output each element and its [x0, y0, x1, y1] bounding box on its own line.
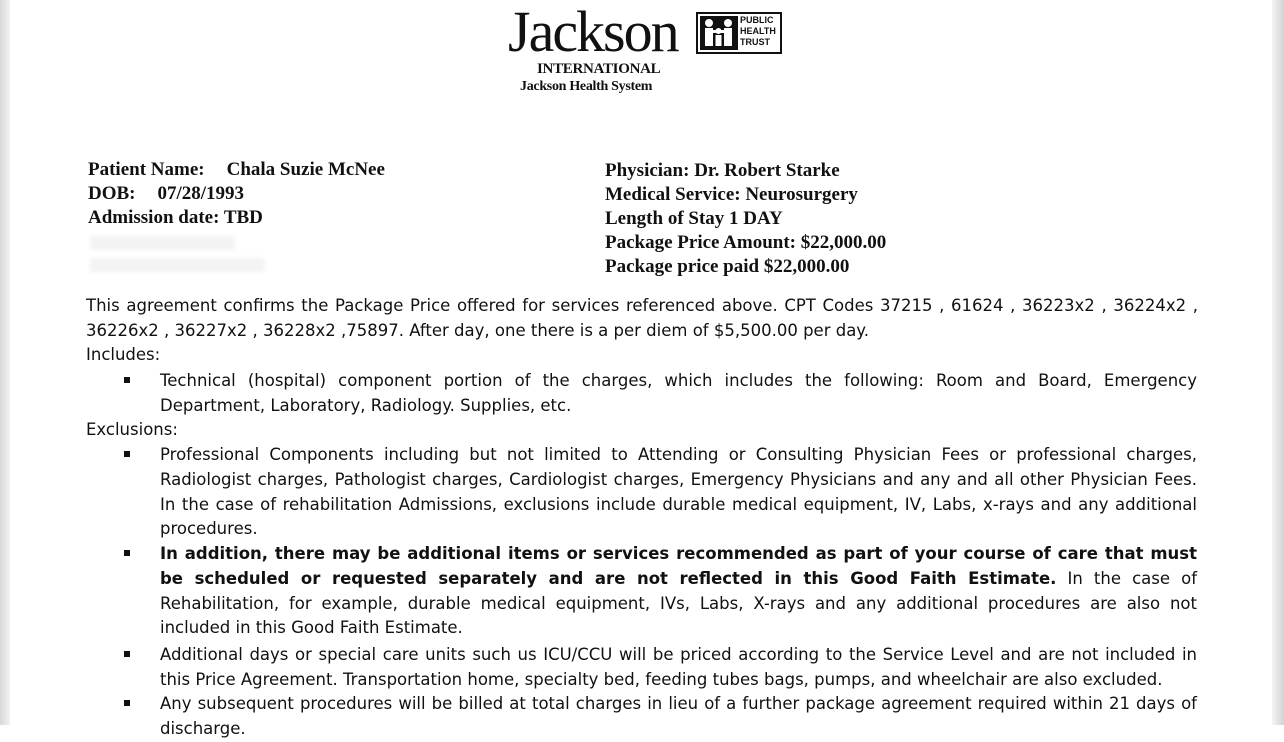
logo-subtitle-health-system: Jackson Health System	[520, 79, 653, 94]
dob-row	[88, 183, 244, 205]
exclusion-item-subsequent: Any subsequent procedures will be billed at total charges in lieu of a further package agreement required within 21 days of discharge.	[160, 694, 1197, 738]
dob-value: 07/28/1993	[157, 183, 245, 204]
exclusion-item-additional	[160, 542, 1197, 641]
bullet-mark	[124, 451, 130, 457]
bullet-mark	[124, 550, 130, 556]
package-price-amount: Package Price Amount: $22,000.00	[605, 232, 887, 253]
bullet-mark	[124, 651, 130, 657]
patient-name-row	[88, 159, 385, 181]
redacted-field	[90, 236, 235, 250]
logo-subtitle-international: INTERNATIONAL	[537, 61, 661, 77]
dob-label: DOB:	[88, 183, 136, 204]
badge-line-trust: TRUST	[740, 37, 770, 47]
package-price-paid: Package price paid $22,000.00	[605, 256, 850, 277]
medical-service: Medical Service: Neurosurgery	[605, 184, 858, 205]
includes-item: Technical (hospital) component portion of the charges, which includes the following: Room and Board, Emergency Department, Laboratory, Radiology. Supplies, etc.	[160, 371, 1197, 415]
agreement-paragraph: This agreement confirms the Package Price offered for services referenced above. CPT Codes 37215 , 61624 , 36223x2 , 36224x2 , 36226x2 , 36227x2 , 36228x2 ,75897. After day, one there is a per diem of $5,500.00 per day.	[86, 296, 1198, 340]
family-figures-icon	[700, 16, 738, 50]
public-health-trust-badge	[696, 12, 782, 54]
jackson-logo-wordmark: Jackson	[508, 0, 678, 64]
page-edge-left	[0, 0, 10, 725]
page-edge-right	[1272, 0, 1284, 725]
exclusion-item-special-care: Additional days or special care units such us ICU/CCU will be priced according to the Service Level and are not included in this Price Agreement. Transportation home, specialty bed, feeding tubes bags, pumps, and wheelchair are also excluded.	[160, 645, 1197, 689]
badge-line-health: HEALTH	[740, 26, 776, 36]
patient-name-label: Patient Name:	[88, 159, 205, 180]
bullet-mark	[124, 700, 130, 706]
physician: Physician: Dr. Robert Starke	[605, 160, 840, 181]
exclusion-item-professional: Professional Components including but not limited to Attending or Consulting Physician Fees or professional charges, Radiologist charges, Pathologist charges, Cardiologist charges, Emergency Physicians and any and all other Physician Fees. In the case of rehabilitation Admissions, exclusions include durable medical equipment, IV, Labs, x-rays and any additional procedures.	[160, 445, 1197, 539]
exclusions-label: Exclusions:	[86, 420, 178, 439]
redacted-field	[90, 258, 265, 272]
admission-date: Admission date: TBD	[88, 207, 263, 228]
good-faith-notice-rest: In the case of Rehabilitation, for example, durable medical equipment, IVs, Labs, X-rays and any additional procedures are also not included in this Good Faith Estimate.	[160, 568, 1198, 638]
bullet-mark	[124, 377, 130, 383]
patient-name-value: Chala Suzie McNee	[226, 159, 385, 180]
length-of-stay: Length of Stay 1 DAY	[605, 208, 783, 229]
includes-label: Includes:	[86, 345, 161, 364]
badge-line-public: PUBLIC	[740, 15, 774, 25]
good-faith-notice-bold: In addition, there may be additional items or services recommended as part of your course of care that must be scheduled or requested separately and are not reflected in this Good Faith Estimate.	[160, 544, 1197, 588]
